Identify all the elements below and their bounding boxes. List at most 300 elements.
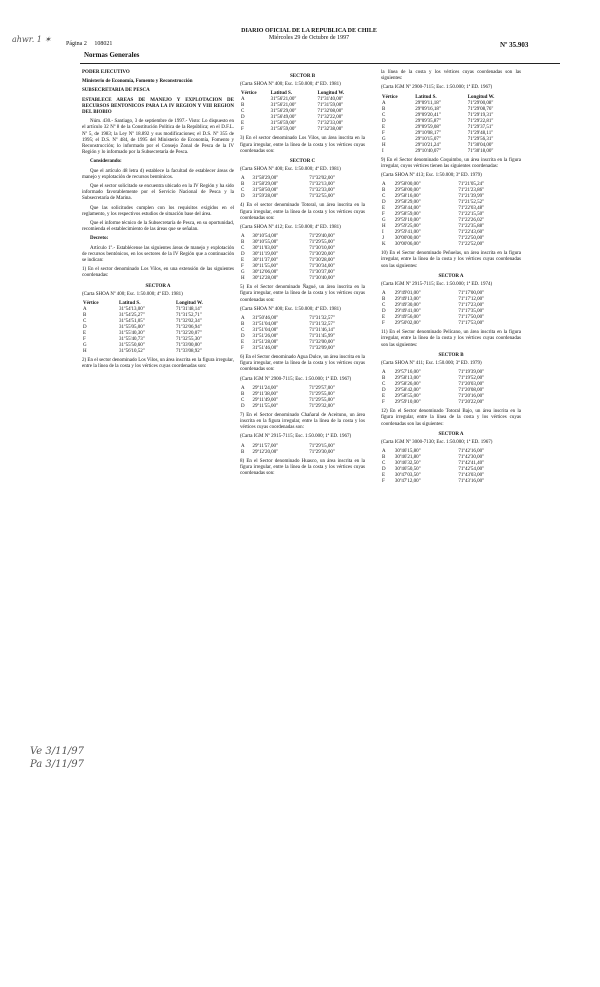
longitude-cell: 71º31'45,99": [309, 334, 335, 340]
longitude-cell: 71º29'30,00": [309, 449, 335, 455]
latitude-cell: 30º10'54,00": [252, 234, 279, 240]
longitude-cell: 71º30'37,00": [309, 270, 335, 276]
vertex-cell: D: [241, 194, 245, 200]
longitude-cell: 71º19'52,00": [458, 376, 485, 382]
latitude-cell: 29º09'16,18": [415, 106, 441, 112]
note-line: Pa 3/11/97: [30, 759, 84, 770]
vertex-cell: D: [241, 252, 245, 258]
longitude-cell: 71º29'55,00": [309, 397, 335, 403]
longitude-cell: 71º17'35,00": [458, 309, 485, 315]
longitude-cell: 71º21'05,24": [458, 182, 485, 188]
latitude-cell: 31º58'50,00": [252, 188, 279, 194]
table-row: [240, 450, 365, 456]
col-vertex: Vértice: [382, 94, 398, 100]
table-row: [82, 349, 234, 355]
vertex-cell: D: [241, 403, 245, 409]
longitude-cell: 71º32'00,00": [309, 340, 335, 346]
latitude-cell: 29º59'25,00": [394, 224, 421, 230]
latitude-cell: 31º56'59,00": [270, 121, 297, 127]
longitude-cell: 71º29'57,00": [309, 385, 335, 391]
latitude-cell: 30º12'06,00": [252, 270, 279, 276]
latitude-cell: 29º58'29,00": [394, 200, 421, 206]
longitude-cell: 71º32'06,94": [176, 325, 202, 331]
latitude-cell: 30º46'15,80": [394, 449, 421, 455]
coordinates-table: [381, 370, 521, 406]
latitude-cell: 29º10'40,07": [415, 148, 441, 154]
table-row: [240, 127, 365, 133]
longitude-cell: 71º43'03,00": [458, 473, 485, 479]
latitude-cell: 29º58'44,00": [394, 206, 421, 212]
latitude-cell: 29º12'20,00": [252, 449, 279, 455]
col-latitude: Latitud S.: [415, 94, 437, 100]
vertex-cell: A: [241, 234, 245, 240]
latitude-cell: 29º58'42,00": [394, 388, 421, 394]
longitude-cell: 71º21'39,99": [458, 194, 485, 200]
longitude-cell: 71º31'59,00": [317, 103, 344, 109]
sector-heading: SECTOR C: [289, 159, 316, 165]
table-row: [381, 242, 521, 248]
longitude-cell: 71º29'00,08": [467, 100, 494, 106]
latitude-cell: 31º56'10,52": [119, 349, 145, 355]
latitude-cell: 29º49'56,00": [394, 315, 421, 321]
longitude-cell: 71º20'16,00": [458, 394, 485, 400]
latitude-cell: 31º50'46,00": [252, 316, 279, 322]
latitude-cell: 31º58'29,00": [252, 176, 279, 182]
vertex-cell: F: [241, 264, 244, 270]
latitude-cell: 29º09'11,18": [415, 100, 441, 106]
longitude-cell: 71º17'50,00": [458, 315, 485, 321]
table-row: [240, 346, 365, 352]
latitude-cell: 31º54'13,00": [119, 307, 145, 313]
vertex-cell: B: [241, 103, 245, 109]
vertex-cell: A: [83, 307, 87, 313]
decreto-heading: Decreto:: [90, 236, 109, 242]
longitude-cell: 71º17'23,00": [458, 303, 485, 309]
coordinates-table: [82, 301, 234, 355]
item-8: 8) En el Sector denominado Huasco, un área inscrita en la figura irregular, entre la línea de la costa y los vértices cuyas coordenadas son:: [240, 458, 365, 477]
sector-heading: SECTOR B: [289, 74, 316, 79]
longitude-cell: 71º19'39,00": [458, 370, 485, 376]
power-heading: PODER EJECUTIVO: [82, 70, 130, 75]
vertex-cell: C: [241, 246, 245, 252]
item-7: 7) En el Sector denominado Chañaral de Aceituno, un área inscrita en la figura irregular, entre la línea de la costa y los vértices cuyas coordenadas son:: [240, 412, 365, 431]
article-1: Artículo 1º.- Establécense las siguientes áreas de manejo y explotación de recursos bentónicos, en los sectores de la IV Región que a continuación se indican:: [82, 245, 234, 264]
vertex-cell: F: [382, 321, 385, 327]
chart-reference: (Carta IGM Nº 2900-7115; Esc. 1:50.000; 1ª ED. 1967): [381, 85, 493, 91]
chart-reference: (Carta SHOA Nº 400; Esc. 1:50.000; 4ª ED. 1981): [240, 82, 341, 88]
longitude-cell: 71º32'33,00": [317, 121, 344, 127]
table-row: [381, 149, 521, 155]
longitude-cell: 71º30'34,00": [309, 264, 335, 270]
longitude-cell: 71º32'02,34": [176, 319, 202, 325]
chart-reference: (Carta SHOA Nº 411; Esc. 1:50.000; 3ª ED. 1979): [381, 361, 482, 367]
vertex-cell: C: [241, 188, 245, 194]
longitude-cell: 71º31'46,14": [309, 328, 335, 334]
longitude-cell: 71º22'50,00": [458, 236, 485, 242]
vertex-cell: D: [241, 334, 245, 340]
table-row: [381, 479, 521, 485]
longitude-cell: 71º42'16,00": [458, 449, 485, 455]
longitude-cell: 71º43'16,00": [458, 479, 485, 485]
vertex-cell: F: [382, 400, 385, 406]
longitude-cell: 71º31'40,00": [317, 97, 344, 103]
vertex-cell: E: [382, 394, 386, 400]
item-6: 6) En el Sector denominado Agua Dulce, un área inscrita en la figura irregular, entre la línea de la costa y los vértices cuyas coordenadas son:: [240, 355, 365, 373]
longitude-cell: 71º31'48,14": [176, 307, 202, 313]
latitude-cell: 31º56'21,00": [270, 103, 297, 109]
item-11: 11) En el Sector denominado Pelícano, un área inscrita en la figura irregular, entre la línea de la costa y los vértices cuyas coordenadas son las siguientes:: [381, 330, 521, 348]
longitude-cell: 71º30'40,00": [309, 276, 335, 282]
longitude-cell: 71º22'35,88": [458, 224, 485, 230]
paragraph: Que el artículo 48 letra d) establece la facultad de establecer áreas de manejo y explotación de recursos bentónicos.: [82, 168, 234, 180]
stamp-number: 108021: [94, 41, 113, 47]
item-2: 2) En el sector denominado Los Vilos, un área inscrita en la figura irregular, entre la línea de la costa y los vértices cuyas coordenadas son:: [82, 358, 234, 370]
chart-reference: (Carta SHOA Nº 412; Esc. 1:50.000; 4ª ED. 1981): [240, 225, 341, 231]
column-3: [381, 70, 521, 488]
decree-title: ESTABLECE AREAS DE MANEJO Y EXPLOTACION DE RECURSOS BENTONICOS PARA LA IV REGION Y VIII REGION DEL BIOBIO: [82, 97, 234, 116]
latitude-cell: 29º11'57,00": [252, 443, 279, 449]
latitude-cell: 29º09'20,41": [415, 112, 441, 118]
handwritten-stamp: ahwr. 1 ✶: [12, 35, 52, 44]
latitude-cell: 31º51'26,00": [252, 334, 279, 340]
vertex-cell: E: [241, 258, 245, 264]
vertex-cell: A: [382, 370, 386, 376]
longitude-cell: 71º31'52,71": [176, 313, 202, 319]
latitude-cell: 29º10'21,24": [415, 142, 441, 148]
latitude-cell: 29º09'35,87": [415, 118, 441, 124]
sector-heading: SECTOR A: [438, 273, 464, 279]
longitude-cell: 71º29'08,76": [467, 106, 494, 112]
table-row: [381, 400, 521, 406]
latitude-cell: 29º58'00,00": [394, 188, 421, 194]
longitude-cell: 71º22'43,60": [458, 230, 485, 236]
longitude-cell: 71º30'20,00": [309, 252, 335, 258]
latitude-cell: 29º58'59,00": [394, 212, 421, 218]
latitude-cell: 31º54'25,27": [119, 313, 145, 319]
subsecretaria-heading: SUBSECRETARIA DE PESCA: [82, 88, 150, 94]
note-line: Ve 3/11/97: [30, 746, 84, 757]
ministry-heading: Ministerio de Economía, Fomento y Reconstrucción: [82, 79, 193, 85]
vertex-cell: B: [241, 240, 245, 246]
latitude-cell: 30º00'06,00": [394, 242, 421, 248]
vertex-cell: C: [241, 328, 245, 334]
vertex-cell: A: [241, 176, 245, 182]
latitude-cell: 29º11'55,00": [252, 403, 279, 409]
sector-heading: SECTOR B: [438, 352, 464, 358]
vertex-cell: C: [241, 109, 245, 115]
latitude-cell: 31º54'51,05": [119, 319, 145, 325]
chart-reference: (Carta SHOA Nº 400; Esc. 1:50.000; 4ª ED. 1981): [240, 167, 341, 173]
longitude-cell: 71º29'32,00": [309, 403, 335, 409]
latitude-cell: 30º10'55,00": [252, 240, 279, 246]
longitude-cell: 71º33'08,92": [176, 349, 202, 355]
considerando-heading: Considerando:: [90, 159, 122, 165]
vertex-cell: C: [241, 397, 245, 403]
latitude-cell: 31º56'49,00": [270, 115, 297, 121]
chart-reference: (Carta SHOA Nº 413; Esc. 1:50.000; 3ª ED. 1979): [381, 173, 482, 179]
coordinates-table: [381, 95, 521, 155]
vertex-cell: C: [382, 382, 386, 388]
chart-reference: (Carta IGM Nº 2915-7115; Esc. 1:50.000; 1ª ED. 1974): [381, 282, 493, 288]
longitude-cell: 71º42'54,00": [458, 467, 485, 473]
vertex-cell: B: [382, 297, 386, 303]
vertex-cell: A: [241, 316, 245, 322]
latitude-cell: 29º59'41,00": [394, 230, 421, 236]
latitude-cell: 30º11'19,00": [252, 252, 279, 258]
table-row: [240, 276, 365, 282]
latitude-cell: 31º51'04,00": [252, 322, 279, 328]
vertex-cell: E: [382, 315, 386, 321]
chart-reference: (Carta SHOA Nº 400; Esc. 1:50.000; 4ª ED. 1981): [82, 291, 183, 297]
longitude-cell: 71º29'22,81": [467, 118, 494, 124]
latitude-cell: 31º55'50,60": [119, 343, 145, 349]
vertex-cell: A: [382, 182, 386, 188]
longitude-cell: 71º20'03,00": [458, 382, 485, 388]
col-latitude: Latitud S.: [270, 91, 293, 97]
latitude-cell: 31º55'40,73": [119, 337, 145, 343]
vertex-cell: A: [382, 449, 386, 455]
col-longitude: Longitud W.: [317, 91, 345, 97]
vertex-cell: B: [241, 322, 245, 328]
column-2: [240, 70, 365, 480]
paragraph: Que el sector solicitado se encuentra ubicado en la IV Región y ha sido informado favorablemente por el Servicio Nacional de Pesca y la Subsecretaría de Marina.: [82, 184, 234, 202]
col-vertex: Vértice: [83, 301, 99, 307]
vertex-cell: H: [382, 142, 386, 148]
latitude-cell: 31º56'21,00": [270, 97, 297, 103]
latitude-cell: 29º49'41,00": [394, 309, 421, 315]
longitude-cell: 71º17'00,00": [458, 291, 485, 297]
coordinates-table: [381, 449, 521, 485]
longitude-cell: 71º30'28,00": [309, 258, 335, 264]
longitude-cell: 71º21'23,86": [458, 188, 485, 194]
longitude-cell: 71º22'52,00": [458, 242, 485, 248]
latitude-cell: 29º49'01,00": [394, 291, 421, 297]
latitude-cell: 30º11'37,00": [252, 258, 279, 264]
table-row: [240, 404, 365, 410]
latitude-cell: 30º00'00,00": [394, 236, 421, 242]
vertex-cell: E: [241, 340, 245, 346]
latitude-cell: 29º57'16,00": [394, 370, 421, 376]
latitude-cell: 31º59'28,00": [252, 194, 279, 200]
latitude-cell: 29º59'10,00": [394, 218, 421, 224]
longitude-cell: 71º17'53,00": [458, 321, 485, 327]
col-vertex: Vértice: [241, 91, 257, 97]
vertex-cell: B: [241, 449, 245, 455]
vertex-cell: A: [241, 97, 245, 103]
longitude-cell: 71º32'22,00": [317, 115, 344, 121]
latitude-cell: 29º58'16,00": [394, 194, 421, 200]
vertex-cell: E: [382, 473, 386, 479]
vertex-cell: G: [83, 343, 87, 349]
latitude-cell: 31º56'59,00": [270, 127, 297, 133]
latitude-cell: 30º46'50,50": [394, 467, 421, 473]
vertex-cell: B: [382, 188, 386, 194]
longitude-cell: 71º31'32,57": [309, 316, 335, 322]
longitude-cell: 71º29'37,51": [467, 124, 494, 130]
vertex-cell: I: [382, 148, 384, 154]
chart-reference: (Carta SHOA Nº 400; Esc. 1:50.000; 4ª ED. 1981): [240, 306, 341, 312]
latitude-cell: 29º58'55,00": [394, 394, 421, 400]
longitude-cell: 71º30'10,00": [309, 246, 335, 252]
vertex-cell: F: [241, 127, 244, 133]
vertex-cell: G: [382, 218, 386, 224]
paragraph: Que las solicitudes cumplen con los requisitos exigidos en el reglamento, y los respectivos estudios de situación base del área.: [82, 205, 234, 217]
sector-heading: SECTOR A: [438, 431, 464, 437]
table-row: [240, 194, 365, 200]
section-title: Normas Generales: [84, 51, 140, 59]
longitude-cell: 71º32'08,00": [317, 109, 344, 115]
longitude-cell: 71º33'00,00": [176, 343, 202, 349]
vertex-cell: B: [241, 391, 245, 397]
longitude-cell: 71º30'04,00": [467, 142, 494, 148]
longitude-cell: 71º20'22,00": [458, 400, 485, 406]
latitude-cell: 30º46'21,80": [394, 455, 421, 461]
vertex-cell: C: [83, 319, 87, 325]
latitude-cell: 29º11'49,00": [252, 397, 279, 403]
longitude-cell: 71º42'30,00": [458, 455, 485, 461]
vertex-cell: D: [241, 115, 245, 121]
sector-heading: SECTOR A: [145, 283, 171, 289]
vertex-cell: D: [382, 467, 386, 473]
longitude-cell: 71º30'18,00": [467, 148, 494, 154]
longitude-cell: 71º22'15,50": [458, 212, 485, 218]
longitude-cell: 71º42'41,40": [458, 461, 485, 467]
vertex-cell: H: [83, 349, 87, 355]
vertex-cell: F: [382, 479, 385, 485]
col-latitude: Latitud S.: [119, 301, 141, 307]
longitude-cell: 71º32'02,00": [309, 176, 335, 182]
item-12: 12) En el Sector denominado Totoral Bajo, un área inscrita en la figura irregular, entre la línea de la costa y los vértices cuyas coordenadas son las siguientes:: [381, 409, 521, 427]
latitude-cell: 29º58'00,00": [394, 182, 421, 188]
longitude-cell: 71º32'20,07": [176, 331, 202, 337]
latitude-cell: 29º49'13,00": [394, 297, 421, 303]
coordinates-table: [381, 182, 521, 248]
vertex-cell: A: [241, 385, 245, 391]
vertex-cell: F: [83, 337, 86, 343]
latitude-cell: 29º11'24,00": [252, 385, 279, 391]
longitude-cell: 71º29'48,11": [467, 130, 494, 136]
gazette-number: Nº 35.903: [500, 41, 529, 49]
vertex-cell: B: [382, 376, 386, 382]
vertex-cell: C: [382, 461, 386, 467]
coordinates-table: [240, 234, 365, 282]
item-1: 1) En el sector denominado Los Vilos, en una extensión de las siguientes coordenadas:: [82, 267, 234, 279]
vertex-cell: D: [83, 325, 87, 331]
vertex-cell: F: [382, 212, 385, 218]
longitude-cell: 71º17'12,00": [458, 297, 485, 303]
item-5: 5) En el Sector denominado Ñagué, un área inscrita en la figura irregular, entre la línea de la costa y los vértices cuyas coordenadas son:: [240, 285, 365, 303]
vertex-cell: D: [382, 118, 386, 124]
vertex-cell: C: [382, 112, 386, 118]
latitude-cell: 29º58'13,00": [394, 376, 421, 382]
col-longitude: Longitud W.: [467, 94, 495, 100]
vertex-cell: F: [241, 346, 244, 352]
vertex-cell: I: [382, 230, 384, 236]
table-row: [381, 321, 521, 327]
vertex-cell: B: [241, 182, 245, 188]
latitude-cell: 30º47'03,50": [394, 473, 421, 479]
longitude-cell: 71º29'55,00": [309, 240, 335, 246]
vertex-cell: D: [382, 200, 386, 206]
vertex-cell: E: [382, 124, 386, 130]
paragraph: Núm. 430.- Santiago, 3 de septiembre de 1997.- Visto: Lo dispuesto en el artículo 32 Nº 8 de la Constitución Política de la República; en el D.F.L. Nº 5, de 1983; la Ley Nº 18.892 y sus modificaciones; el D.S. Nº 355 de 1995; el D.S. Nº 484, de 1995 del Ministerio de Economía, Fomento y Reconstrucción; lo informado por el Consejo Zonal de Pesca de la IV Región y lo informado por la Subsecretaría de Pesca.: [82, 119, 234, 156]
col-longitude: Longitud W.: [176, 301, 203, 307]
continuation-text: la línea de la costa y los vértices cuyas coordenadas son las siguientes:: [381, 70, 521, 82]
latitude-cell: 31º56'29,00": [270, 109, 297, 115]
latitude-cell: 31º58'29,00": [252, 182, 279, 188]
longitude-cell: 71º32'13,00": [309, 182, 335, 188]
handwritten-note: [30, 745, 84, 771]
vertex-cell: G: [382, 136, 386, 142]
latitude-cell: 29º10'08,17": [415, 130, 441, 136]
vertex-cell: A: [382, 100, 386, 106]
latitude-cell: 29º59'10,00": [394, 400, 421, 406]
latitude-cell: 31º51'46,00": [252, 346, 279, 352]
latitude-cell: 29º09'59,08": [415, 124, 441, 130]
vertex-cell: A: [241, 443, 245, 449]
latitude-cell: 29º58'26,00": [394, 382, 421, 388]
item-10: 10) En el Sector denominado Peñuelas, un área inscrita en la figura irregular, entre la línea de la costa y los vértices cuyas coordenadas son las siguientes:: [381, 251, 521, 269]
vertex-cell: D: [382, 388, 386, 394]
longitude-cell: 71º32'33,00": [309, 188, 335, 194]
longitude-cell: 71º32'55,30": [176, 337, 202, 343]
coordinates-table: [240, 444, 365, 456]
chart-reference: (Carta IGM Nº 2915-7115; Esc. 1:50.000; 1ª ED. 1967): [240, 434, 352, 440]
longitude-cell: 71º20'08,00": [458, 388, 485, 394]
vertex-cell: A: [382, 291, 386, 297]
column-1: [82, 70, 234, 374]
gazette-date: Miércoles 29 de Octubre de 1997: [268, 35, 350, 41]
vertex-cell: B: [83, 313, 87, 319]
latitude-cell: 31º55'05,00": [119, 325, 145, 331]
longitude-cell: 71º32'09,00": [309, 346, 335, 352]
latitude-cell: 30º11'03,00": [252, 246, 279, 252]
vertex-cell: D: [382, 309, 386, 315]
vertex-cell: E: [241, 121, 245, 127]
vertex-cell: B: [382, 455, 386, 461]
page-ref-label: Página 2: [66, 41, 87, 47]
vertex-cell: C: [382, 303, 386, 309]
vertex-cell: H: [382, 224, 386, 230]
longitude-cell: 71º29'19,31": [467, 112, 494, 118]
longitude-cell: 71º29'56,31": [467, 136, 494, 142]
gazette-title: DIARIO OFICIAL DE LA REPUBLICA DE CHILE: [241, 28, 377, 34]
chart-reference: (Carta IGM Nº 2900-7115; Esc. 1:50.000; 1ª ED. 1967): [240, 376, 352, 382]
longitude-cell: 71º32'55,00": [309, 194, 335, 200]
latitude-cell: 30º11'55,00": [252, 264, 279, 270]
chart-reference: (Carta IGM Nº 3000-7130; Esc. 1:50.000; 1ª ED. 1967): [381, 440, 493, 446]
coordinates-table: [381, 291, 521, 327]
latitude-cell: 31º55'40,30": [119, 331, 145, 337]
vertex-cell: G: [241, 270, 245, 276]
latitude-cell: 30º47'12,00": [394, 479, 421, 485]
header-divider: [80, 63, 560, 64]
vertex-cell: F: [382, 130, 385, 136]
latitude-cell: 30º46'32,50": [394, 461, 421, 467]
longitude-cell: 71º32'38,00": [317, 127, 344, 133]
latitude-cell: 29º50'02,00": [394, 321, 421, 327]
vertex-cell: C: [382, 194, 386, 200]
vertex-cell: K: [382, 242, 386, 248]
longitude-cell: 71º22'03,48": [458, 206, 485, 212]
latitude-cell: 31º51'28,00": [252, 340, 279, 346]
vertex-cell: E: [83, 331, 87, 337]
coordinates-table: [240, 91, 365, 133]
latitude-cell: 31º51'04,00": [252, 328, 279, 334]
coordinates-table: [240, 386, 365, 410]
page-reference: [66, 41, 112, 48]
vertex-cell: E: [382, 206, 386, 212]
